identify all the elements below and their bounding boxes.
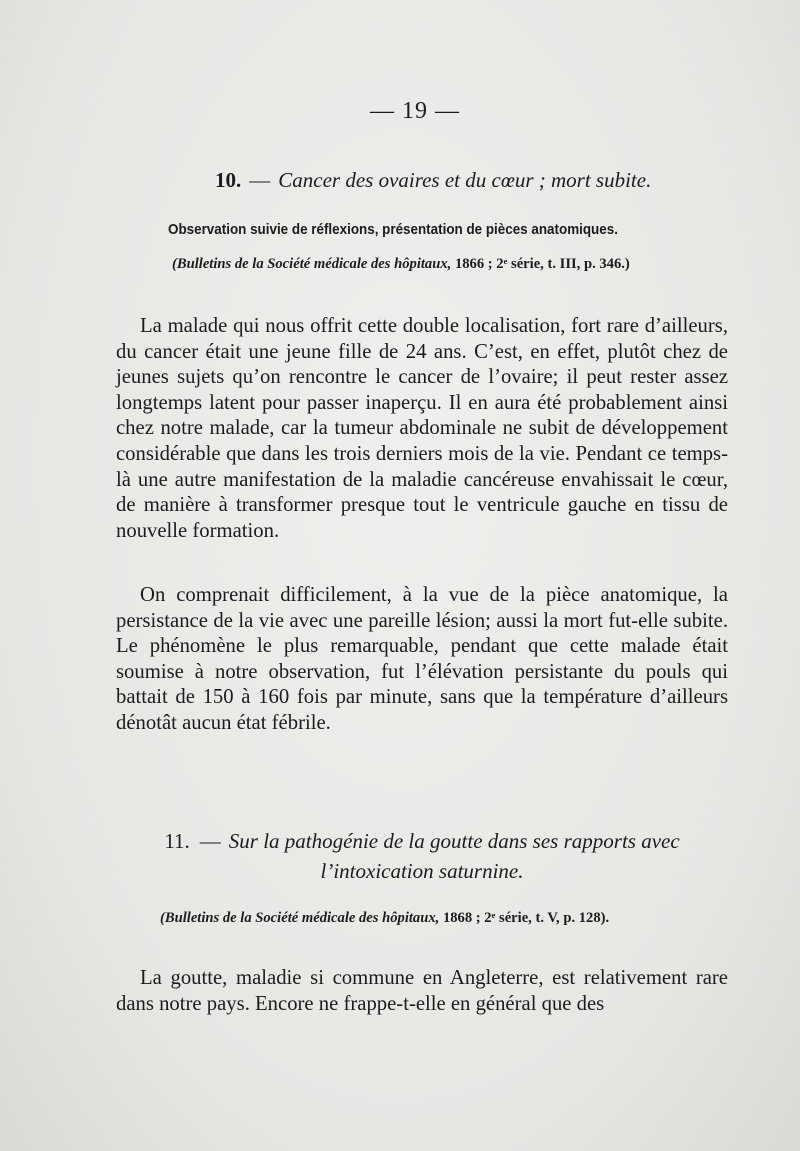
entry-10-citation-source: (Bulletins de la Société médicale des hôpitaux, (172, 256, 452, 272)
entry-11-citation-ref: 1868 ; 2ᵉ série, t. V, p. 128). (442, 910, 610, 926)
entry-10-paragraph-1: La malade qui nous offrit cette double localisation, fort rare d’ailleurs, du cancer était une jeune fille de 24 ans. C’est, en effet, plutôt chez de jeunes sujets qu’on rencontre le cancer de l’ovaire; il peut rester assez longtemps latent pour passer inaperçu. Il en aura été probablement ainsi chez notre malade, car la tumeur abdominale ne subit de développement considérable que dans les trois derniers mois de la vie. Pendant ce temps-là une autre manifestation de la maladie cancéreuse envahissait le cœur, de manière à transformer presque tout le ventricule gauche en tissu de nouvelle formation. (116, 315, 728, 542)
entry-11-dash: — (199, 829, 221, 853)
entry-11-heading (116, 826, 728, 886)
entry-10-dash: — (249, 168, 271, 192)
entry-10-citation-ref: 1866 ; 2ᵉ série, t. III, p. 346.) (454, 256, 630, 272)
entry-11-citation (160, 910, 609, 927)
entry-11-paragraph-1: La goutte, maladie si commune en Angleterre, est relativement rare dans notre pays. Encore ne frappe-t-elle en général que des (116, 967, 728, 1015)
entry-10-subtitle: Observation suivie de réflexions, présentation de pièces anatomiques. (168, 222, 618, 238)
entry-10-title: Cancer des ovaires et du cœur ; mort subite. (278, 168, 652, 192)
page-number: — 19 — (370, 98, 460, 124)
entry-11-title-line-2: l’intoxication saturnine. (320, 859, 524, 883)
entry-11-title-line-1: Sur la pathogénie de la goutte dans ses rapports avec (228, 829, 680, 853)
entry-10-number: 10. (215, 168, 242, 192)
entry-11-citation-source: (Bulletins de la Société médicale des hôpitaux, (160, 910, 440, 926)
entry-11-number: 11. (164, 829, 190, 853)
entry-10-citation (172, 256, 630, 273)
entry-10-paragraph-2: On comprenait difficilement, à la vue de la pièce anatomique, la persistance de la vie avec une pareille lésion; aussi la mort fut-elle subite. Le phénomène le plus remarquable, pendant que cette malade était soumise à notre observation, fut l’élévation persistante du pouls qui battait de 150 à 160 fois par minute, sans que la température d’ailleurs dénotât aucun état fébrile. (116, 584, 728, 734)
entry-10-heading (215, 168, 651, 193)
